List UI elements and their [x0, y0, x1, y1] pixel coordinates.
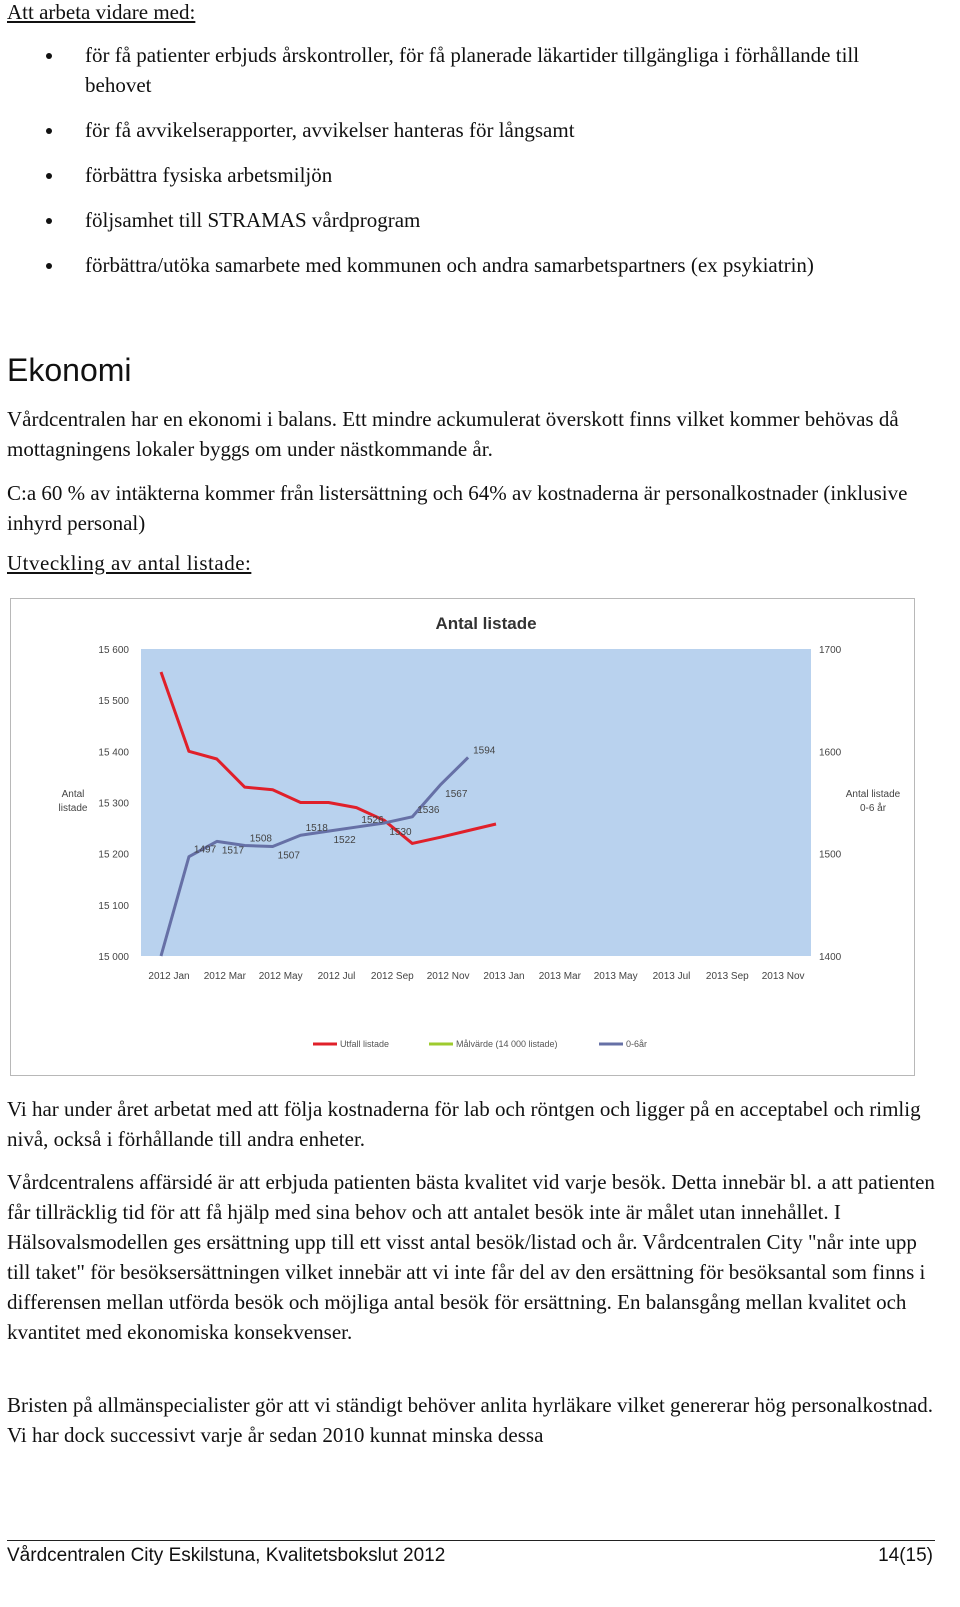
legend-label: 0-6år [626, 1039, 648, 1049]
list-item [0, 205, 920, 235]
list-item [0, 40, 920, 100]
x-tick-label: 2013 Nov [761, 971, 805, 982]
x-tick-label: 2012 Jan [148, 971, 190, 982]
chart-caption: Utveckling av antal listade: [7, 551, 252, 575]
line-chart [11, 599, 914, 1075]
chart-figure [10, 598, 915, 1076]
legend-label: Målvärde (14 000 listade) [456, 1039, 558, 1049]
x-tick-label: 2013 Jan [483, 971, 525, 982]
bullet-icon [46, 263, 52, 269]
footer-title: Vårdcentralen City Eskilstuna, Kvalitetsbokslut 2012 [7, 1545, 446, 1566]
data-label: 1594 [473, 745, 496, 757]
data-label: 1536 [417, 804, 440, 816]
data-label: 1522 [333, 835, 356, 847]
x-tick-label: 2013 May [593, 971, 638, 982]
footer-divider [7, 1540, 935, 1541]
list-item-text: för få avvikelserapporter, avvikelser hanteras för långsamt [85, 118, 575, 142]
plot-area [141, 649, 811, 956]
x-tick-label: 2012 Nov [426, 971, 470, 982]
data-label: 1508 [249, 833, 272, 845]
x-tick-label: 2012 Mar [203, 971, 246, 982]
x-tick-label: 2012 May [258, 971, 303, 982]
y-tick-label: 15 600 [98, 645, 129, 656]
bullet-icon [46, 173, 52, 179]
paragraph: C:a 60 % av intäkterna kommer från listersättning och 64% av kostnaderna är personalkostnader (inklusive inhyrd personal) [7, 481, 908, 535]
list-item [0, 250, 920, 280]
y2-axis-label: 0-6 år [859, 803, 887, 814]
y-axis-label: listade [58, 803, 88, 814]
y2-axis-label: Antal listade [845, 789, 901, 800]
data-label: 1567 [445, 789, 468, 801]
data-label: 1518 [305, 823, 328, 835]
chart-title: Antal listade [435, 614, 537, 633]
data-label: 1497 [193, 844, 217, 856]
x-tick-label: 2012 Sep [370, 971, 414, 982]
list-item [0, 160, 920, 190]
y-tick-label: 15 200 [98, 849, 129, 861]
paragraph: Vårdcentralen har en ekonomi i balans. Ett mindre ackumulerat överskott finns vilket kommer behövas då mottagningens lokaler byggs om under nästkommande år. [7, 407, 899, 461]
x-tick-label: 2013 Sep [705, 971, 749, 982]
legend-label: Utfall listade [340, 1039, 390, 1049]
data-label: 1507 [277, 850, 300, 862]
list-item-text: följsamhet till STRAMAS vårdprogram [85, 208, 421, 232]
y-tick-label: 15 300 [98, 798, 129, 810]
list-item-text: för få patienter erbjuds årskontroller, för få planerade läkartider tillgängliga i förhållande till behovet [85, 43, 860, 97]
x-tick-label: 2013 Mar [538, 971, 581, 982]
list-item-text: förbättra fysiska arbetsmiljön [85, 163, 333, 187]
bullet-icon [46, 218, 52, 224]
y-tick-label: 15 400 [98, 747, 129, 759]
section-label: Att arbeta vidare med: [7, 0, 196, 24]
y-tick-label: 15 100 [98, 900, 129, 912]
y-axis-label: Antal [61, 789, 85, 800]
paragraph: Vi har under året arbetat med att följa kostnaderna för lab och röntgen och ligger på en acceptabel och rimlig nivå, också i förhållande till andra enheter. [7, 1097, 921, 1151]
list-item [0, 115, 920, 145]
paragraph: Bristen på allmänspecialister gör att vi ständigt behöver anlita hyrläkare vilket genererar hög personalkostnad. Vi har dock successivt varje år sedan 2010 kunnat minska dessa [7, 1393, 934, 1447]
x-tick-label: 2012 Jul [317, 971, 356, 982]
data-label: 1517 [221, 845, 245, 857]
bullet-icon [46, 53, 52, 59]
x-tick-label: 2013 Jul [652, 971, 691, 982]
page-number: 14(15) [878, 1545, 933, 1566]
y-tick-label: 15 500 [98, 696, 129, 708]
y2-tick-label: 1400 [819, 952, 842, 963]
y2-tick-label: 1700 [819, 645, 842, 656]
data-label: 1530 [389, 826, 412, 838]
y2-tick-label: 1500 [819, 849, 842, 861]
section-heading: Ekonomi [7, 352, 132, 388]
list-item-text: förbättra/utöka samarbete med kommunen och andra samarbetspartners (ex psykiatrin) [85, 253, 814, 277]
paragraph: Vårdcentralens affärsidé är att erbjuda patienten bästa kvalitet vid varje besök. Detta innebär bl. a att patienten får tillräcklig tid för att få hjälp med sina behov och att antalet besök inte är målet utan innehållet. I Hälsovalsmodellen ges ersättning upp till ett visst antal besök/listad och år. Vårdcentralen City "når inte upp till taket" för besöksersättningen vilket innebär att vi inte får del av den ersättning för besöksantal som finns i differensen mellan utförda besök och möjliga antal besök för ersättning. En balansgång mellan kvalitet och kvantitet med ekonomiska konsekvenser. [7, 1170, 935, 1344]
data-label: 1526 [361, 815, 384, 827]
y2-tick-label: 1600 [819, 747, 842, 759]
bullet-list [0, 40, 920, 295]
y-tick-label: 15 000 [98, 952, 129, 963]
bullet-icon [46, 128, 52, 134]
